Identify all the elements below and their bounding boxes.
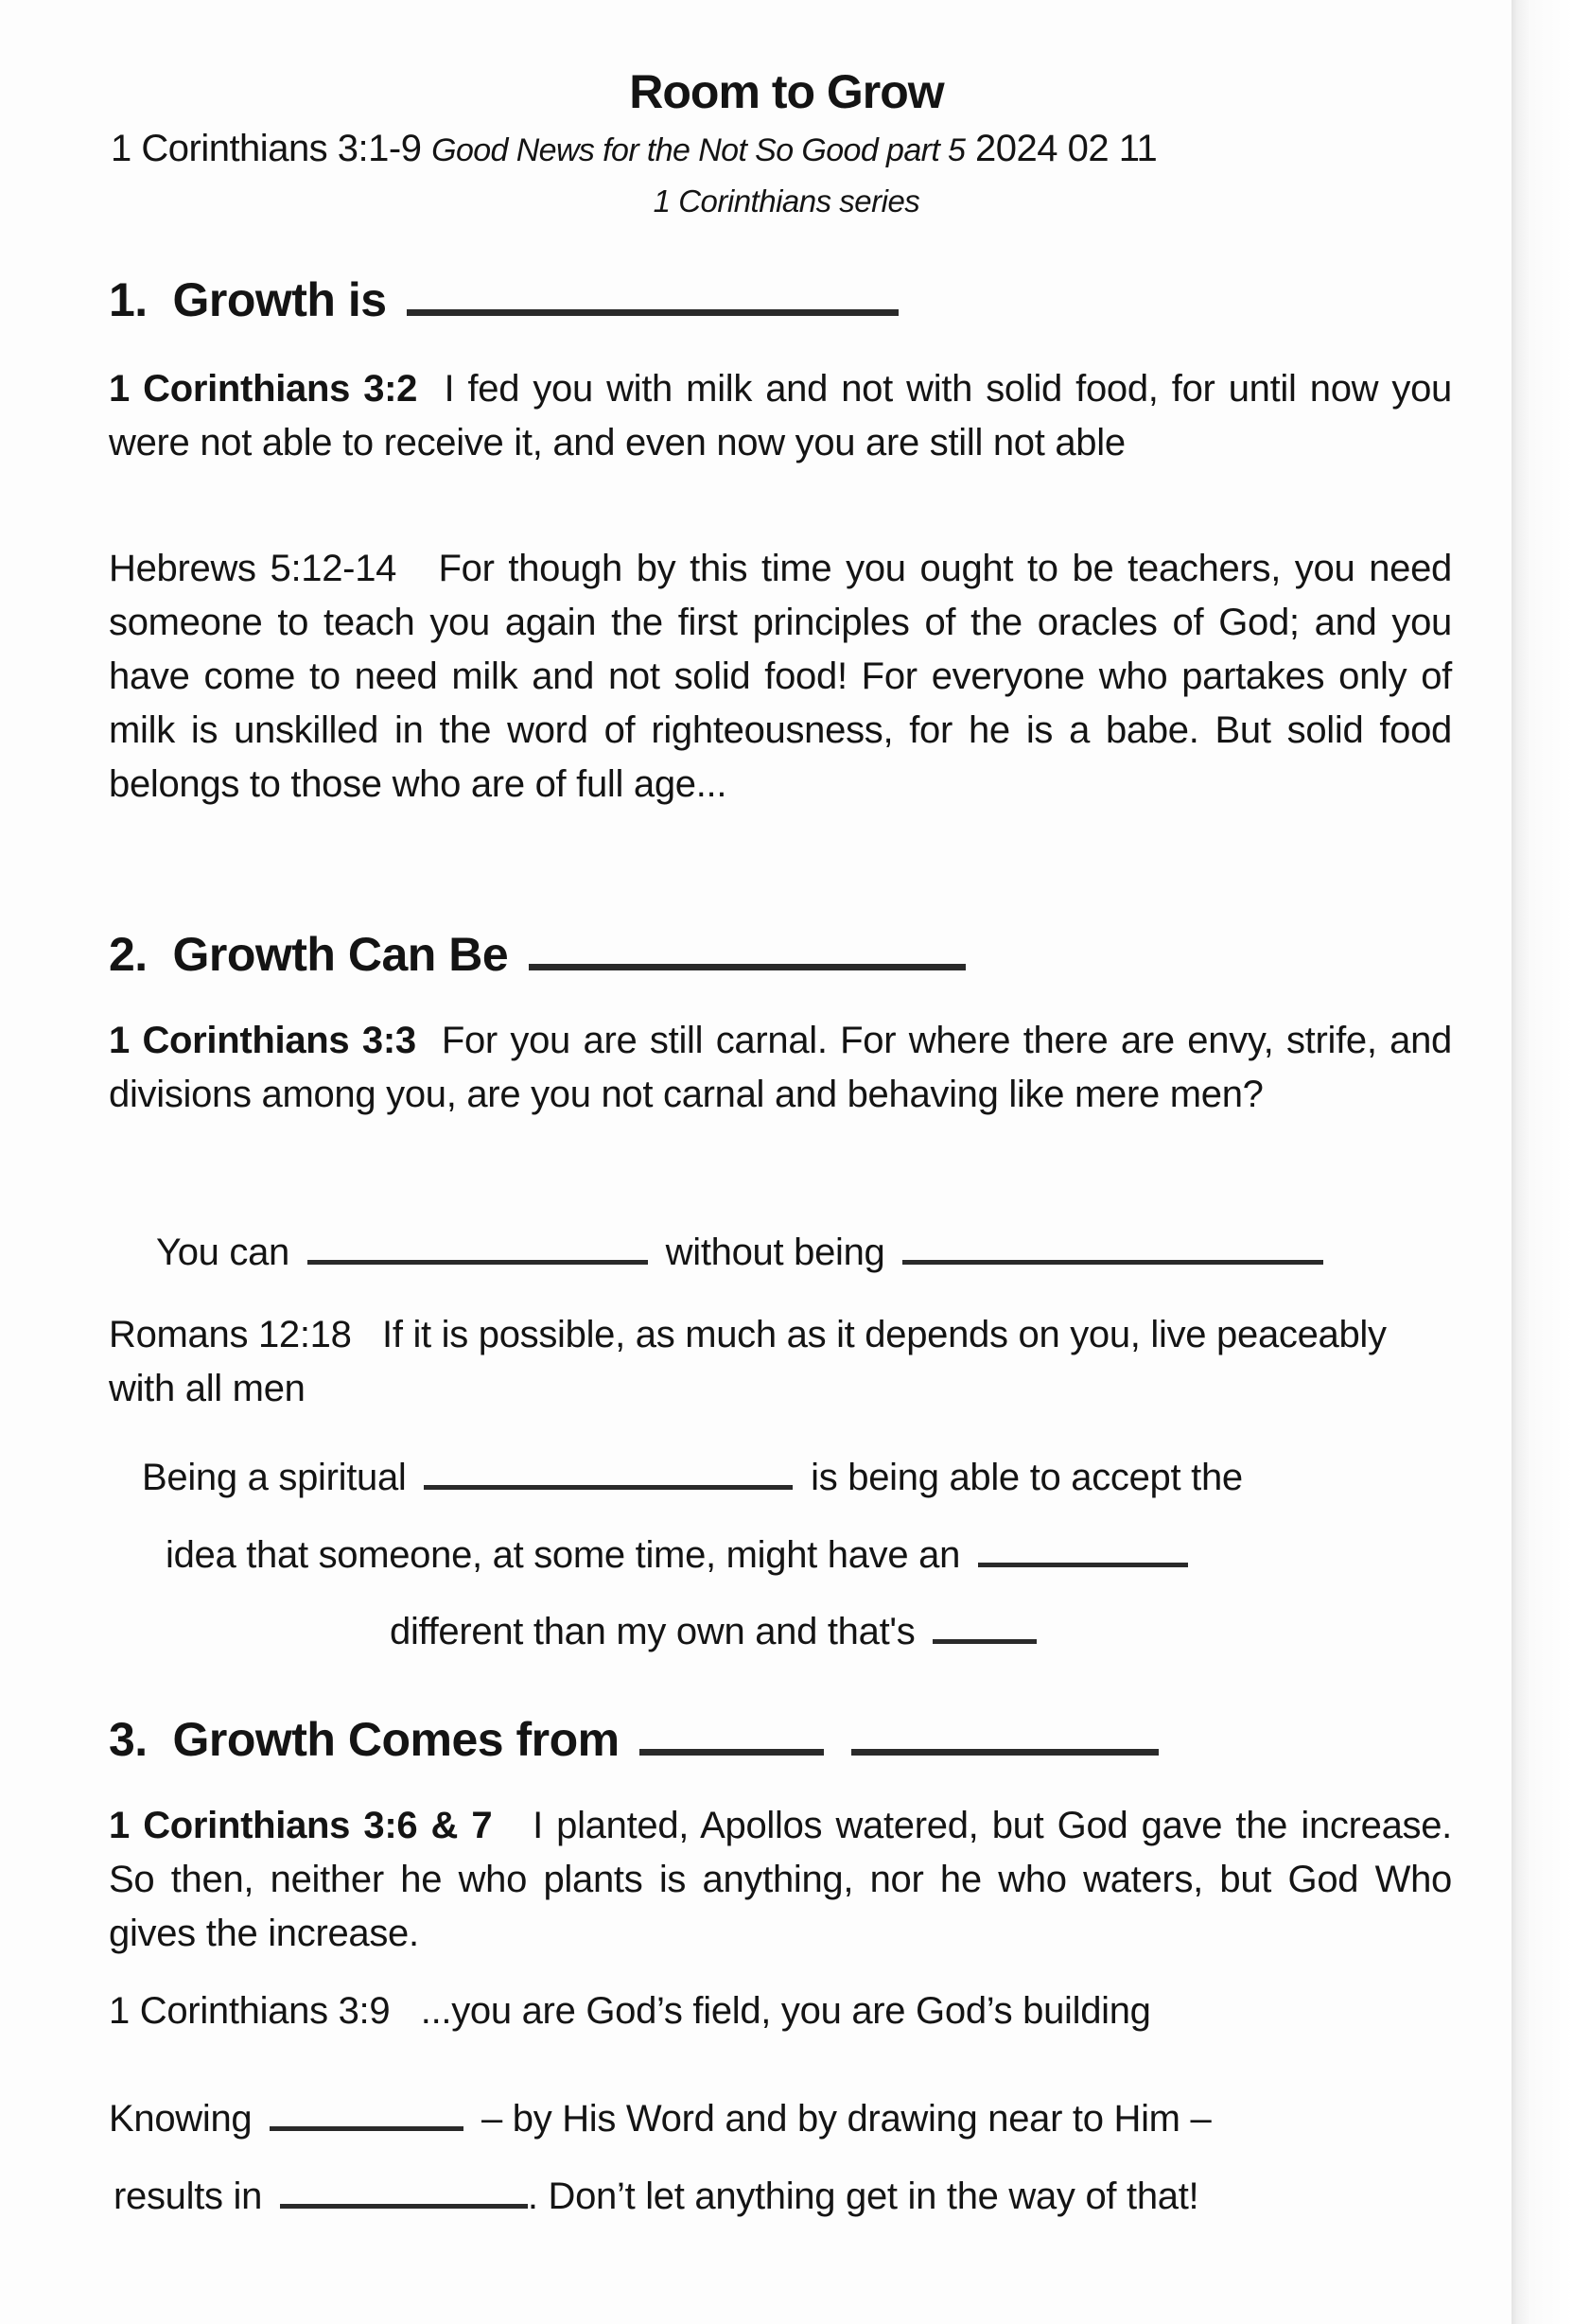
scan-page-edge <box>1512 0 1573 2324</box>
fill-in-blank[interactable] <box>424 1484 793 1490</box>
fill-in-blank[interactable] <box>280 2203 528 2209</box>
series-label: 1 Corinthians series <box>653 183 920 218</box>
section-1-heading: 1. Growth is <box>109 272 906 327</box>
fill-in-blank[interactable] <box>529 963 966 970</box>
fill-in-results-in: results in . Don’t let anything get in the way of that! <box>114 2175 1199 2217</box>
fill-in-knowing: Knowing – by His Word and by drawing near to Him – <box>109 2098 1212 2140</box>
fill-in-being-spiritual: Being a spiritual is being able to accept the <box>142 1457 1243 1498</box>
fill-in-you-can: You can without being <box>156 1232 1331 1274</box>
fill-in-idea-that: idea that someone, at some time, might have an <box>166 1534 1196 1577</box>
section-3-heading: 3. Growth Comes from <box>109 1712 1166 1767</box>
fill-in-blank[interactable] <box>407 308 899 316</box>
fill-in-blank[interactable] <box>639 1748 824 1756</box>
passage-1-corinthians-3-9: 1 Corinthians 3:9 ...you are God’s field, you are God’s building <box>109 1990 1151 2032</box>
passage-hebrews-5-12-14: Hebrews 5:12-14 For though by this time you ought to be teachers, you need someone to teach you again the first principles of the oracles of God; and you have come to need milk and not solid food! For everyone who partakes only of milk is unskilled in the word of righteousness, for he is a babe. But solid food belongs to those who are of full age... <box>109 548 1452 805</box>
document-subtitle <box>111 128 1157 170</box>
fill-in-blank[interactable] <box>851 1748 1159 1756</box>
sermon-series-part: Good News for the Not So Good part 5 <box>431 132 966 168</box>
fill-in-blank[interactable] <box>978 1562 1188 1567</box>
scripture-reference: 1 Corinthians 3:1-9 <box>111 128 422 169</box>
sermon-date: 2024 02 11 <box>975 128 1158 169</box>
fill-in-blank[interactable] <box>902 1259 1323 1265</box>
fill-in-blank[interactable] <box>933 1638 1037 1644</box>
passage-1-corinthians-3-3: 1 Corinthians 3:3 For you are still carnal. For where there are envy, strife, and divisions among you, are you not carnal and behaving like mere men? <box>109 1020 1452 1115</box>
fill-in-blank[interactable] <box>270 2125 463 2131</box>
fill-in-different-than: different than my own and that's <box>390 1611 1044 1653</box>
document-title: Room to Grow <box>629 65 944 118</box>
passage-romans-12-18: Romans 12:18 If it is possible, as much as it depends on you, live peaceably with all men <box>109 1314 1387 1409</box>
section-2-heading: 2. Growth Can Be <box>109 927 973 982</box>
fill-in-blank[interactable] <box>307 1259 648 1265</box>
passage-1-corinthians-3-2: 1 Corinthians 3:2 I fed you with milk and not with solid food, for until now you were not able to receive it, and even now you are still not able <box>109 368 1452 463</box>
passage-1-corinthians-3-6-7: 1 Corinthians 3:6 & 7 I planted, Apollos watered, but God gave the increase. So then, neither he who plants is anything, nor he who waters, but God Who gives the increase. <box>109 1805 1452 1954</box>
